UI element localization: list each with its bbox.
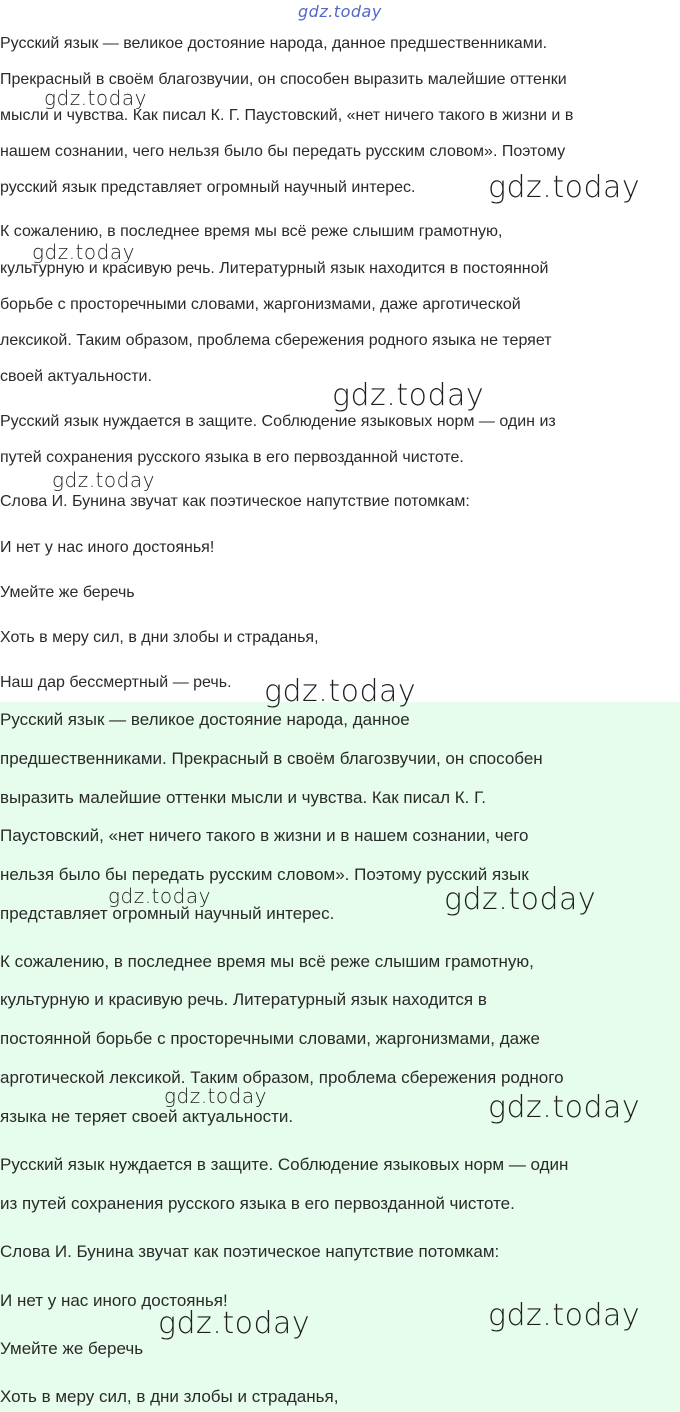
text-line: постоянной борьбе с просторечными словами, жаргонизмами, даже (0, 1029, 540, 1048)
watermark: gdz.today (332, 378, 485, 413)
watermark-header: gdz.today (298, 2, 382, 21)
text-line: Слова И. Бунина звучат как поэтическое напутствие потомкам: (0, 1242, 500, 1261)
text-line: нашем сознании, чего нельзя было бы передать русским словом». Поэтому (0, 143, 566, 160)
text-line: представляет огромный научный интерес. (0, 904, 335, 923)
text-line: культурную и красивую речь. Литературный язык находится в постоянной (0, 260, 549, 277)
text-line: К сожалению, в последнее время мы всё реже слышим грамотную, (0, 223, 503, 240)
watermark: gdz.today (264, 674, 417, 709)
watermark: gdz.today (444, 882, 597, 917)
text-line: Русский язык — великое достояние народа, данное предшественниками. (0, 35, 548, 52)
text-line: из путей сохранения русского языка в его первозданной чистоте. (0, 1194, 515, 1213)
text-line: К сожалению, в последнее время мы всё реже слышим грамотную, (0, 952, 534, 971)
text-line: Паустовский, «нет ничего такого в жизни и в нашем сознании, чего (0, 826, 529, 845)
text-line: путей сохранения русского языка в его первозданной чистоте. (0, 449, 464, 466)
watermark: gdz.today (488, 1090, 641, 1125)
text-line: Русский язык нуждается в защите. Соблюдение языковых норм — один (0, 1155, 569, 1174)
text-line: своей актуальности. (0, 368, 152, 385)
watermark: gdz.today (108, 884, 211, 908)
poem-line: Наш дар бессмертный — речь. (0, 674, 232, 691)
text-line: выразить малейшие оттенки мысли и чувства. Как писал К. Г. (0, 788, 486, 807)
text-line: культурную и красивую речь. Литературный язык находится в (0, 990, 487, 1009)
text-line: нельзя было бы передать русским словом». Поэтому русский язык (0, 865, 529, 884)
text-line: мысли и чувства. Как писал К. Г. Паустовский, «нет ничего такого в жизни и в (0, 107, 574, 124)
text-line: предшественниками. Прекрасный в своём благозвучии, он способен (0, 749, 543, 768)
watermark: gdz.today (32, 240, 135, 264)
poem-line: Умейте же беречь (0, 1339, 144, 1358)
watermark: gdz.today (52, 468, 155, 492)
poem-line: Хоть в меру сил, в дни злобы и страданья, (0, 629, 319, 646)
watermark: gdz.today (158, 1306, 311, 1341)
watermark: gdz.today (164, 1084, 267, 1108)
poem-line: И нет у нас иного достоянья! (0, 539, 215, 556)
watermark: gdz.today (488, 1298, 641, 1333)
poem-line: Умейте же беречь (0, 584, 135, 601)
text-line: Слова И. Бунина звучат как поэтическое напутствие потомкам: (0, 493, 470, 510)
text-line: борьбе с просторечными словами, жаргонизмами, даже арготической (0, 296, 521, 313)
poem-line: И нет у нас иного достоянья! (0, 1291, 228, 1310)
watermark: gdz.today (44, 86, 147, 110)
poem-line: Хоть в меру сил, в дни злобы и страданья, (0, 1387, 339, 1406)
text-line: лексикой. Таким образом, проблема сбережения родного языка не теряет (0, 332, 552, 349)
text-line: Русский язык нуждается в защите. Соблюдение языковых норм — один из (0, 413, 556, 430)
text-line: арготической лексикой. Таким образом, проблема сбережения родного (0, 1068, 564, 1087)
text-line: Русский язык — великое достояние народа, данное (0, 710, 410, 729)
text-line: языка не теряет своей актуальности. (0, 1107, 294, 1126)
text-line: русский язык представляет огромный научный интерес. (0, 179, 416, 196)
text-line: Прекрасный в своём благозвучии, он способен выразить малейшие оттенки (0, 71, 567, 88)
watermark: gdz.today (488, 170, 641, 205)
